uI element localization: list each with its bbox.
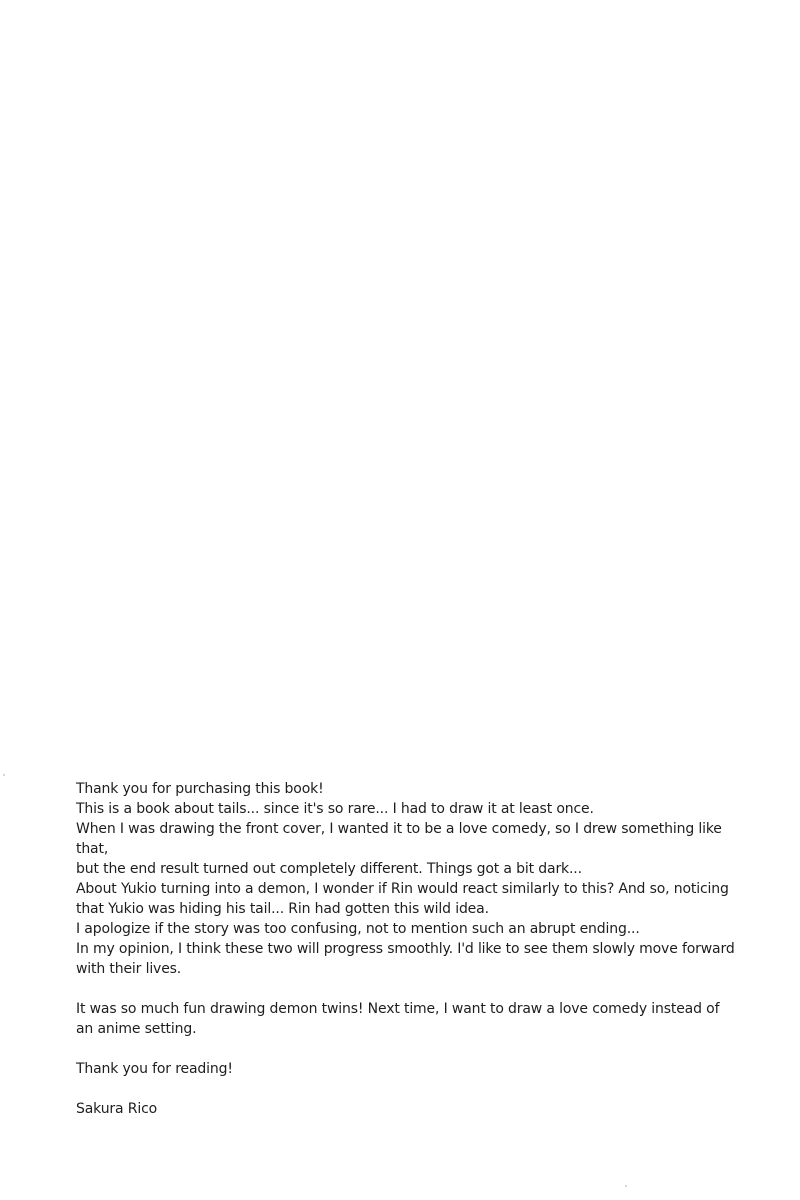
text-line: It was so much fun drawing demon twins! Next time, I want to draw a love comedy instead of an anime setting. — [76, 1001, 720, 1037]
text-line: This is a book about tails... since it's so rare... I had to draw it at least once. — [76, 801, 594, 817]
afterword-paragraph-2 — [76, 999, 736, 1039]
afterword-text — [76, 779, 736, 1139]
text-line: Thank you for reading! — [76, 1061, 233, 1077]
text-line: When I was drawing the front cover, I wanted it to be a love comedy, so I drew something like that, — [76, 821, 722, 857]
text-line: but the end result turned out completely different. Things got a bit dark... — [76, 861, 582, 877]
text-line: About Yukio turning into a demon, I wonder if Rin would react similarly to this? And so, noticing that Yukio was hiding his tail... Rin had gotten this wild idea. — [76, 881, 729, 917]
signature — [76, 1099, 736, 1119]
afterword-paragraph-1 — [76, 779, 736, 979]
text-line: I apologize if the story was too confusing, not to mention such an abrupt ending... — [76, 921, 640, 937]
paper-speck — [625, 1185, 627, 1187]
author-name: Sakura Rico — [76, 1101, 158, 1117]
text-line: In my opinion, I think these two will progress smoothly. I'd like to see them slowly move forward with their lives. — [76, 941, 735, 977]
paper-speck — [3, 774, 5, 776]
text-line: Thank you for purchasing this book! — [76, 781, 324, 797]
afterword-paragraph-3 — [76, 1059, 736, 1079]
